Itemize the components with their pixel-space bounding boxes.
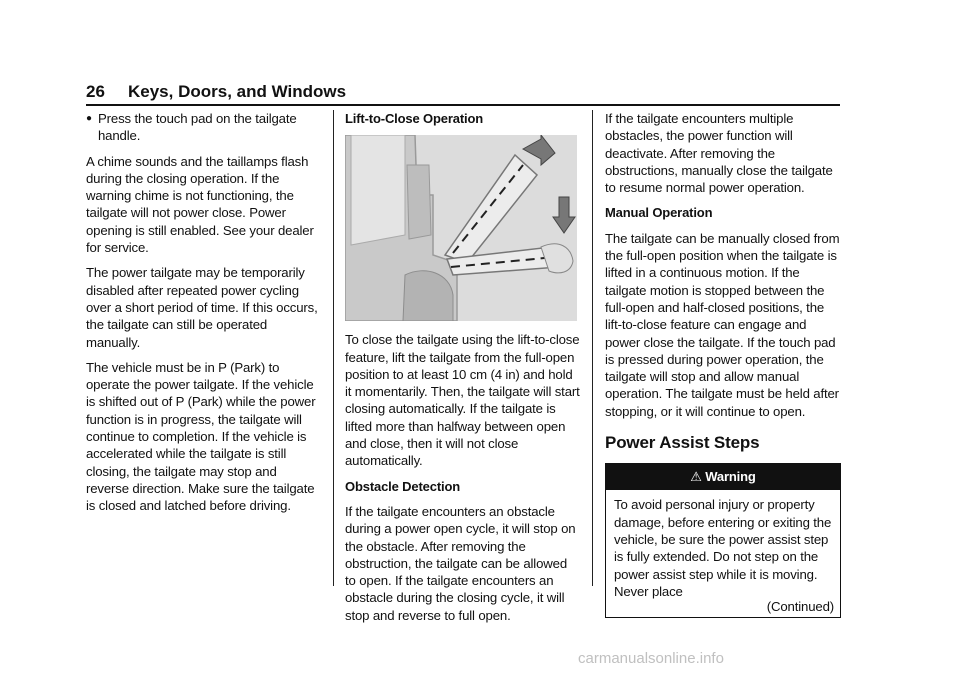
section-heading: Power Assist Steps — [605, 433, 760, 453]
warning-body — [606, 490, 840, 617]
bullet-item — [86, 110, 322, 145]
column-1 — [86, 110, 322, 523]
subheading: Lift-to-Close Operation — [345, 111, 484, 126]
warning-text: To avoid personal injury or property damage, before entering or exiting the vehicle, be sure the power assist step is fully extended. Do not step on the power assist step while it is moving. Never place — [614, 497, 832, 599]
bullet-text: Press the touch pad on the tailgate handle. — [98, 111, 297, 144]
column-divider — [333, 110, 334, 586]
continued-label: (Continued) — [766, 599, 834, 615]
paragraph: The vehicle must be in P (Park) to operate the power tailgate. If the vehicle is shifted out of P (Park) while the power function is in progress, the tailgate will continue to completion. If the vehicle is accelerated while the tailgate is still closing, the tailgate may stop and reverse direction. Make sure the tailgate is closed and latched before driving. — [86, 359, 316, 514]
column-2 — [345, 110, 580, 632]
tailgate-illustration-svg — [345, 135, 577, 321]
section-title: Keys, Doors, and Windows — [128, 82, 347, 101]
subheading: Manual Operation — [605, 205, 713, 221]
column-divider — [592, 110, 593, 586]
subheading: Obstacle Detection — [345, 478, 461, 494]
paragraph: To close the tailgate using the lift-to-close feature, lift the tailgate from the full-open position to at least 10 cm (4 in) and hold it momentarily. Then, the tailgate will start closing automatically. If the tailgate is lifted more than halfway between open and close, then it will not close automatically. — [345, 332, 580, 469]
warning-box — [605, 463, 841, 618]
watermark: carmanualsonline.info — [578, 650, 724, 667]
tailgate-illustration — [345, 135, 577, 321]
header-rule — [86, 104, 840, 106]
page-number: 26 — [86, 82, 105, 101]
paragraph: If the tailgate encounters multiple obstacles, the power function will deactivate. After removing the obstructions, manually close the tailgate to resume normal power operation. — [605, 111, 833, 196]
warning-title: Warning — [705, 469, 756, 485]
paragraph: The power tailgate may be temporarily disabled after repeated power cycling over a short period of time. If this occurs, the tailgate can still be operated manually. — [86, 265, 318, 350]
paragraph: The tailgate can be manually closed from the full-open position when the tailgate is lifted in a continuous motion. If the tailgate motion is stopped between the full-open and half-closed positions, the lift-to-close feature can engage and power close the tailgate. If the touch pad is pressed during power operation, the tailgate will stop and allow manual operation. The tailgate must be held after stopping, or it will continue to open. — [605, 230, 840, 419]
paragraph: A chime sounds and the taillamps flash during the closing operation. If the warning chime is not functioning, the tailgate will not power close. Power opening is still enabled. See your dealer for service. — [86, 153, 314, 256]
warning-header — [606, 464, 840, 490]
page-header — [86, 82, 840, 108]
column-3 — [605, 110, 841, 618]
bullet-icon: ● — [86, 113, 92, 124]
paragraph: If the tailgate encounters an obstacle during a power open cycle, it will stop on the obstacle. After removing the obstruction, the tailgate can be allowed to open. If the tailgate encounters an obstacle during the closing cycle, it will stop and reverse to full open. — [345, 503, 576, 623]
warning-icon: ⚠ — [690, 469, 702, 485]
